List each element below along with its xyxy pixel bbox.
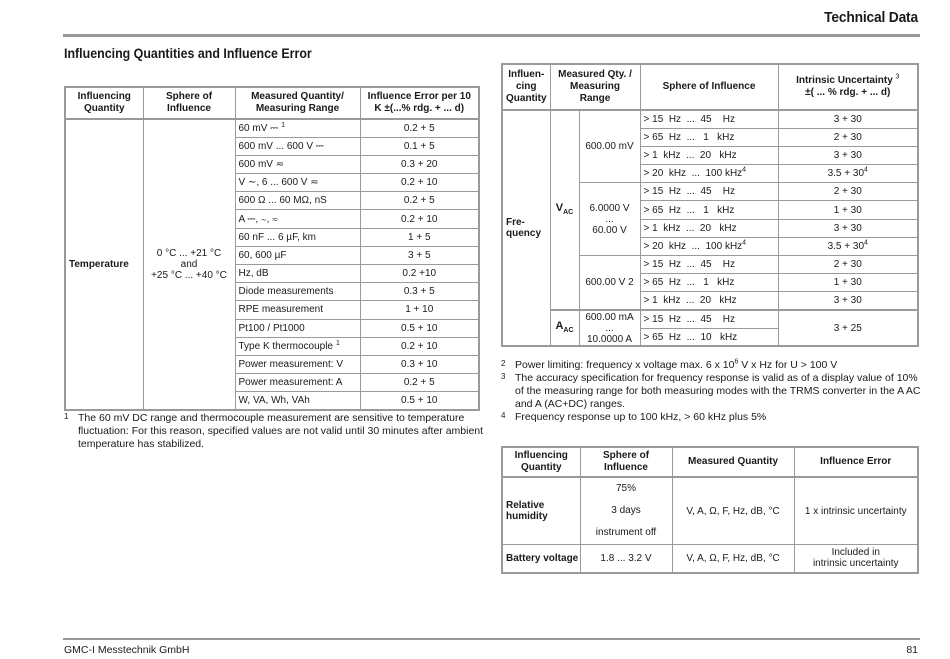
battery-label: Battery voltage (502, 545, 580, 573)
header-rule (63, 34, 920, 37)
t1-error-cell: 0.2 + 10 (360, 210, 479, 228)
t1-header-quantity: Influencing Quantity (65, 87, 143, 119)
t3-header-sphere: Sphere of Influence (580, 447, 672, 477)
page-number: 81 (906, 644, 918, 656)
t1-error-cell: 0.1 + 5 (360, 137, 479, 155)
t2-header-sphere: Sphere of Influence (640, 64, 778, 110)
t1-header-error: Influence Error per 10 K ±(...% rdg. + ... d) (360, 87, 479, 119)
page-header-title: Technical Data (824, 9, 918, 26)
battery-measured: V, A, Ω, F, Hz, dB, °C (672, 545, 794, 573)
table-row (502, 310, 918, 328)
t2-sphere-cell: > 65 Hz ... 10 kHz (640, 328, 778, 346)
t1-error-cell: 1 + 5 (360, 228, 479, 246)
t2-uncertainty-cell: $3.5 + 30^4$ (778, 237, 918, 255)
t3-header-measured: Measured Quantity (672, 447, 794, 477)
footer-rule (63, 638, 920, 640)
humidity-battery-table (501, 446, 919, 574)
t2-header-quantity: Influen-cing Quantity (502, 64, 550, 110)
t1-error-cell: 0.2 + 10 (360, 174, 479, 192)
t1-range-cell: Pt100 / Pt1000 (235, 319, 360, 337)
footer-company: GMC-I Messtechnik GmbH (64, 644, 190, 656)
t2-sphere-cell: > 65 Hz ... 1 kHz (640, 128, 778, 146)
t1-range-cell: V ∼, 6 ... 600 V ≂ (235, 174, 360, 192)
t1-range-cell: Power measurement: V (235, 355, 360, 373)
t2-sphere-cell: > 1 kHz ... 20 kHz (640, 146, 778, 164)
t1-error-cell: 0.2 + 5 (360, 119, 479, 137)
t1-error-cell: 0.5 + 10 (360, 392, 479, 410)
rh-label: Relative humidity (502, 477, 580, 545)
t1-range-cell: RPE measurement (235, 301, 360, 319)
t2-uncertainty-cell: 3 + 25 (778, 310, 918, 346)
t1-error-cell: 3 + 5 (360, 246, 479, 264)
t1-quantity-cell: Temperature (65, 119, 143, 410)
t2-sphere-cell: > 15 Hz ... 45 Hz (640, 310, 778, 328)
t2-sphere-cell: > 15 Hz ... 45 Hz (640, 183, 778, 201)
t1-range-cell: Hz, dB (235, 265, 360, 283)
table-row (502, 110, 918, 128)
t1-range-cell: 60, 600 µF (235, 246, 360, 264)
rh-sphere: 75% 3 days instrument off (580, 477, 672, 545)
t1-header-sphere: Sphere of Influence (143, 87, 235, 119)
t2-sphere-cell: > 15 Hz ... 45 Hz (640, 256, 778, 274)
footnote-2: 2 Power limiting: frequency x voltage max. 6 x $10^6$ V x Hz for U > 100 V (501, 358, 838, 371)
t2-sphere-cell: > 20 kHz ... 100 kHz$^4$ (640, 237, 778, 255)
t3-header-error: Influence Error (794, 447, 918, 477)
t2-uncertainty-cell: $3.5 + 30^4$ (778, 165, 918, 183)
t1-error-cell: 0.3 + 10 (360, 355, 479, 373)
t2-uncertainty-cell: 3 + 30 (778, 110, 918, 128)
section-title: Influencing Quantities and Influence Error (64, 46, 312, 61)
range-600v: 600.00 V 2 (579, 256, 640, 311)
t2-sphere-cell: > 65 Hz ... 1 kHz (640, 201, 778, 219)
t2-uncertainty-cell: 2 + 30 (778, 256, 918, 274)
t2-header-uncertainty: Intrinsic Uncertainty $^3$ ±( ... % rdg. + ... d) (778, 64, 918, 110)
t2-uncertainty-cell: 2 + 30 (778, 128, 918, 146)
t2-uncertainty-cell: 1 + 30 (778, 274, 918, 292)
rh-measured: V, A, Ω, F, Hz, dB, °C (672, 477, 794, 545)
t2-uncertainty-cell: 1 + 30 (778, 201, 918, 219)
t1-error-cell: 0.2 + 5 (360, 192, 479, 210)
t2-header-range: Measured Qty. / Measuring Range (550, 64, 640, 110)
footnote-4: 4 Frequency response up to 100 kHz, > 60 kHz plus 5% (501, 411, 767, 423)
t1-range-cell: 60 mV ⎓ $^1$ (235, 119, 360, 137)
t1-range-cell: 600 mV ≂ (235, 155, 360, 173)
t2-sphere-cell: > 1 kHz ... 20 kHz (640, 219, 778, 237)
t1-range-cell: W, VA, Wh, VAh (235, 392, 360, 410)
t1-error-cell: 0.3 + 5 (360, 283, 479, 301)
t1-range-cell: Diode measurements (235, 283, 360, 301)
aac-label: $A_{AC}$ (550, 310, 579, 346)
t2-sphere-cell: > 1 kHz ... 20 kHz (640, 292, 778, 310)
t1-error-cell: 0.2 + 5 (360, 374, 479, 392)
t2-uncertainty-cell: 2 + 30 (778, 183, 918, 201)
t1-range-cell: A ⎓, ∼, ≂ (235, 210, 360, 228)
t2-quantity-cell: Fre-quency (502, 110, 550, 346)
t1-error-cell: 0.5 + 10 (360, 319, 479, 337)
t2-sphere-cell: > 20 kHz ... 100 kHz$^4$ (640, 165, 778, 183)
t1-header-range: Measured Quantity/ Measuring Range (235, 87, 360, 119)
battery-sphere: 1.8 ... 3.2 V (580, 545, 672, 573)
t1-range-cell: 600 mV ... 600 V ⎓ (235, 137, 360, 155)
footnote-1: 1 The 60 mV DC range and thermocouple measurement are sensitive to temperature fluctuation: For this reason, specified values are not valid until 30 minutes after ambient temperature has stabilized. (64, 412, 484, 450)
t1-range-cell: Power measurement: A (235, 374, 360, 392)
t3-header-quantity: Influencing Quantity (502, 447, 580, 477)
t1-sphere-cell: 0 °C ... +21 °C and +25 °C ... +40 °C (143, 119, 235, 410)
temperature-influence-table (64, 86, 480, 411)
battery-error: Included in intrinsic uncertainty (794, 545, 918, 573)
footnote-3: 3 The accuracy specification for frequency response is valid as of a display value of 10% of the measuring range for both measuring modes with the TRMS converter in the A AC and A (AC+DC) ranges. (501, 372, 921, 410)
t1-error-cell: 1 + 10 (360, 301, 479, 319)
vac-label: $V_{AC}$ (550, 110, 579, 310)
range-600mv: 600.00 mV (579, 110, 640, 183)
t2-uncertainty-cell: 3 + 30 (778, 146, 918, 164)
t1-range-cell: 60 nF ... 6 µF, km (235, 228, 360, 246)
t2-sphere-cell: > 15 Hz ... 45 Hz (640, 110, 778, 128)
t2-uncertainty-cell: 3 + 30 (778, 219, 918, 237)
range-a: 600.00 mA ... 10.0000 A (579, 310, 640, 346)
rh-error: 1 x intrinsic uncertainty (794, 477, 918, 545)
frequency-influence-table (501, 63, 919, 347)
t1-error-cell: 0.2 + 10 (360, 337, 479, 355)
table-row (65, 119, 479, 137)
t1-error-cell: 0.2 +10 (360, 265, 479, 283)
t1-error-cell: 0.3 + 20 (360, 155, 479, 173)
t2-uncertainty-cell: 3 + 30 (778, 292, 918, 310)
t2-sphere-cell: > 65 Hz ... 1 kHz (640, 274, 778, 292)
range-6v-60v: 6.0000 V ... 60.00 V (579, 183, 640, 256)
t1-range-cell: Type K thermocouple $^1$ (235, 337, 360, 355)
t1-range-cell: 600 Ω ... 60 MΩ, nS (235, 192, 360, 210)
